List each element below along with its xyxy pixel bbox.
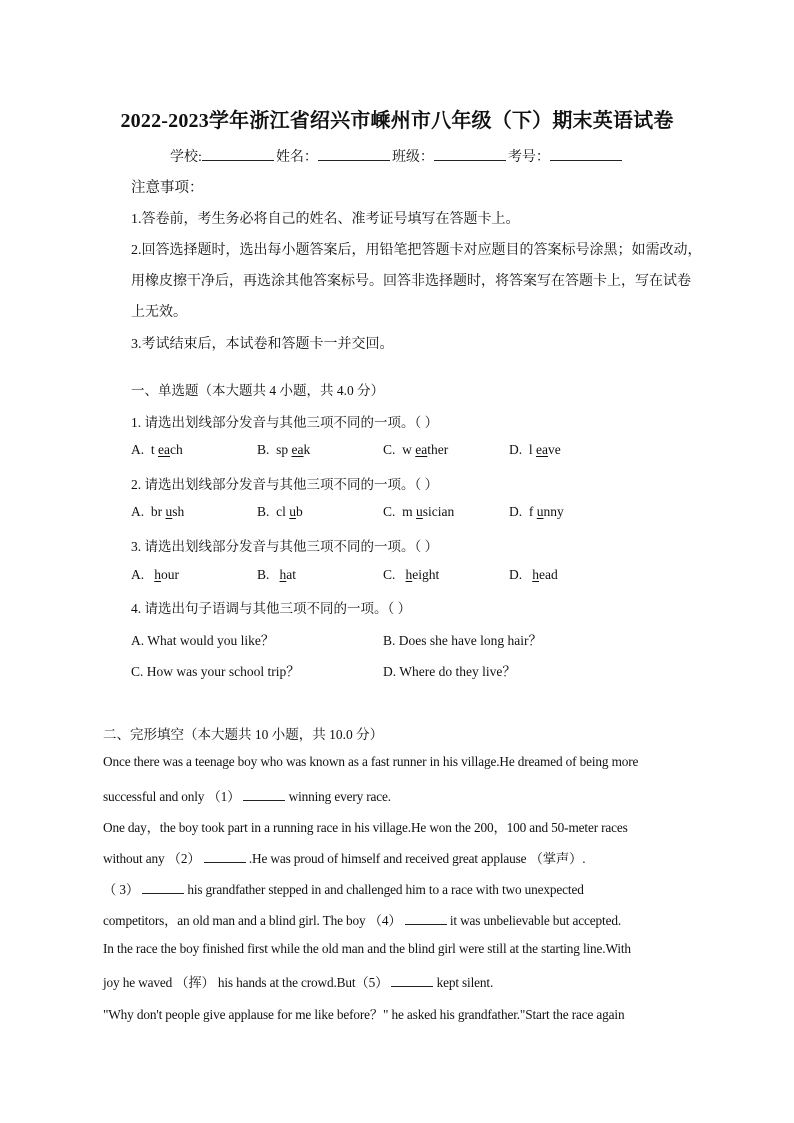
q1-option-a[interactable] bbox=[131, 442, 183, 458]
notice-line-2b: 用橡皮擦干净后，再选涂其他答案标号。回答非选择题时，将答案写在答题卡上，写在试卷 bbox=[131, 274, 691, 289]
option-text: sh bbox=[172, 504, 185, 519]
name-blank[interactable] bbox=[318, 147, 390, 161]
class-label: 班级： bbox=[391, 150, 434, 165]
notice-heading: 注意事项： bbox=[131, 180, 204, 196]
option-letter: D. bbox=[509, 567, 523, 582]
underlined-part: h bbox=[405, 567, 413, 582]
option-text: b bbox=[296, 504, 303, 519]
school-label: 学校: bbox=[170, 150, 202, 165]
blank-1[interactable] bbox=[243, 788, 285, 801]
blank-3[interactable] bbox=[142, 881, 184, 894]
option-letter: B. bbox=[257, 442, 270, 457]
option-letter: A. bbox=[131, 567, 145, 582]
q1-option-d[interactable] bbox=[509, 442, 561, 458]
option-letter: A. bbox=[131, 504, 145, 519]
q1-option-b[interactable] bbox=[257, 442, 310, 458]
section-1-heading: 一、单选题（本大题共 4 小题，共 4.0 分） bbox=[131, 383, 385, 398]
option-text: ead bbox=[539, 567, 558, 582]
option-text: w bbox=[402, 442, 416, 457]
option-letter: C. bbox=[383, 442, 396, 457]
q2-option-d[interactable] bbox=[509, 504, 564, 520]
passage-line-blank-1 bbox=[103, 786, 391, 805]
notice-line-3: 3.考试结束后，本试卷和答题卡一并交回。 bbox=[131, 337, 394, 352]
passage-text: it was unbelievable but accepted. bbox=[446, 913, 621, 928]
option-letter: B. bbox=[257, 504, 270, 519]
option-text: m bbox=[402, 504, 417, 519]
option-letter: A. bbox=[131, 442, 145, 457]
option-text: ch bbox=[170, 442, 183, 457]
q3-option-a[interactable] bbox=[131, 567, 179, 583]
passage-line: Once there was a teenage boy who was known as a fast runner in his village.He dreamed of being more bbox=[103, 754, 639, 769]
option-letter: D. bbox=[509, 504, 523, 519]
exam-title: 2022-2023学年浙江省绍兴市嵊州市八年级（下）期末英语试卷 bbox=[120, 110, 674, 132]
passage-text: successful and only （1） bbox=[103, 789, 244, 804]
underlined-part: u bbox=[165, 504, 173, 519]
option-text: t bbox=[150, 442, 159, 457]
passage-line: One day，the boy took part in a running race in his village.He won the 200，100 and 50-meter races bbox=[103, 820, 628, 835]
option-text: our bbox=[161, 567, 179, 582]
passage-text: kept silent. bbox=[433, 975, 494, 990]
exam-number-label: 考号： bbox=[507, 150, 550, 165]
option-text: eight bbox=[412, 567, 440, 582]
passage-line: "Why don't people give applause for me like before？" he asked his grandfather."Start the race again bbox=[103, 1007, 625, 1022]
passage-text: winning every race. bbox=[285, 789, 391, 804]
student-info-fields bbox=[0, 146, 794, 166]
option-text: k bbox=[303, 442, 311, 457]
q2-option-b[interactable] bbox=[257, 504, 303, 520]
question-2-stem: 2. 请选出划线部分发音与其他三项不同的一项。（ ） bbox=[131, 477, 439, 492]
notice-line-2a: 2.回答选择题时，选出每小题答案后，用铅笔把答题卡对应题目的答案标号涂黑；如需改动， bbox=[131, 243, 702, 258]
option-text: l bbox=[528, 442, 537, 457]
question-1-stem: 1. 请选出划线部分发音与其他三项不同的一项。（ ） bbox=[131, 415, 439, 430]
underlined-part: u bbox=[416, 504, 423, 519]
question-3-stem: 3. 请选出划线部分发音与其他三项不同的一项。（ ） bbox=[131, 539, 439, 554]
passage-line-blank-5 bbox=[103, 972, 493, 991]
passage-line: In the race the boy finished first while the old man and the blind girl were still at the starting line.With bbox=[103, 941, 631, 956]
option-text: ve bbox=[548, 442, 561, 457]
option-text: nny bbox=[543, 504, 564, 519]
underlined-part: ea bbox=[291, 442, 304, 457]
blank-4[interactable] bbox=[405, 912, 447, 925]
option-letter: C. bbox=[383, 567, 396, 582]
underlined-part: ea bbox=[536, 442, 548, 457]
q3-option-b[interactable] bbox=[257, 567, 296, 583]
option-text: ther bbox=[427, 442, 449, 457]
underlined-part: h bbox=[154, 567, 161, 582]
class-blank[interactable] bbox=[434, 147, 506, 161]
q4-option-d[interactable]: D. Where do they live？ bbox=[383, 664, 516, 679]
q4-option-a[interactable]: A. What would you like？ bbox=[131, 633, 275, 648]
underlined-part: h bbox=[532, 567, 539, 582]
q3-option-c[interactable] bbox=[383, 567, 439, 583]
passage-text: without any （2） bbox=[103, 851, 204, 866]
passage-text: joy he waved （挥） his hands at the crowd.But（5） bbox=[103, 975, 392, 990]
underlined-part: u bbox=[536, 504, 544, 519]
underlined-part: u bbox=[289, 504, 297, 519]
underlined-part: ea bbox=[158, 442, 170, 457]
passage-line-blank-3 bbox=[103, 879, 584, 898]
blank-2[interactable] bbox=[204, 850, 246, 863]
option-text: sp bbox=[276, 442, 292, 457]
underlined-part: ea bbox=[415, 442, 428, 457]
notice-line-2c: 上无效。 bbox=[131, 305, 187, 320]
name-label: 姓名： bbox=[275, 150, 318, 165]
q1-option-c[interactable] bbox=[383, 442, 448, 458]
q2-option-c[interactable] bbox=[383, 504, 454, 520]
passage-text: competitors，an old man and a blind girl. The boy （4） bbox=[103, 913, 405, 928]
blank-5[interactable] bbox=[391, 974, 433, 987]
underlined-part: h bbox=[279, 567, 287, 582]
passage-text: .He was proud of himself and received great applause （掌声）. bbox=[245, 851, 586, 866]
q2-option-a[interactable] bbox=[131, 504, 184, 520]
notice-line-1: 1.答卷前，考生务必将自己的姓名、准考证号填写在答题卡上。 bbox=[131, 212, 520, 227]
option-letter: D. bbox=[509, 442, 523, 457]
passage-text: his grandfather stepped in and challenged him to a race with two unexpected bbox=[184, 882, 584, 897]
passage-line-blank-2 bbox=[103, 848, 585, 867]
option-text: br bbox=[150, 504, 166, 519]
option-letter: B. bbox=[257, 567, 270, 582]
option-text: at bbox=[286, 567, 297, 582]
option-text: cl bbox=[276, 504, 290, 519]
passage-line-blank-4 bbox=[103, 910, 621, 929]
option-text: sician bbox=[422, 504, 455, 519]
passage-text: （ 3） bbox=[103, 882, 143, 897]
section-2-heading: 二、完形填空（本大题共 10 小题，共 10.0 分） bbox=[103, 727, 384, 742]
exam-number-blank[interactable] bbox=[550, 147, 622, 161]
q4-option-c[interactable]: C. How was your school trip？ bbox=[131, 664, 300, 679]
school-blank[interactable] bbox=[202, 147, 274, 161]
question-4-stem: 4. 请选出句子语调与其他三项不同的一项。（ ） bbox=[131, 601, 412, 616]
q3-option-d[interactable] bbox=[509, 567, 558, 583]
option-letter: C. bbox=[383, 504, 396, 519]
q4-option-b[interactable]: B. Does she have long hair？ bbox=[383, 633, 542, 648]
option-text: f bbox=[528, 504, 537, 519]
